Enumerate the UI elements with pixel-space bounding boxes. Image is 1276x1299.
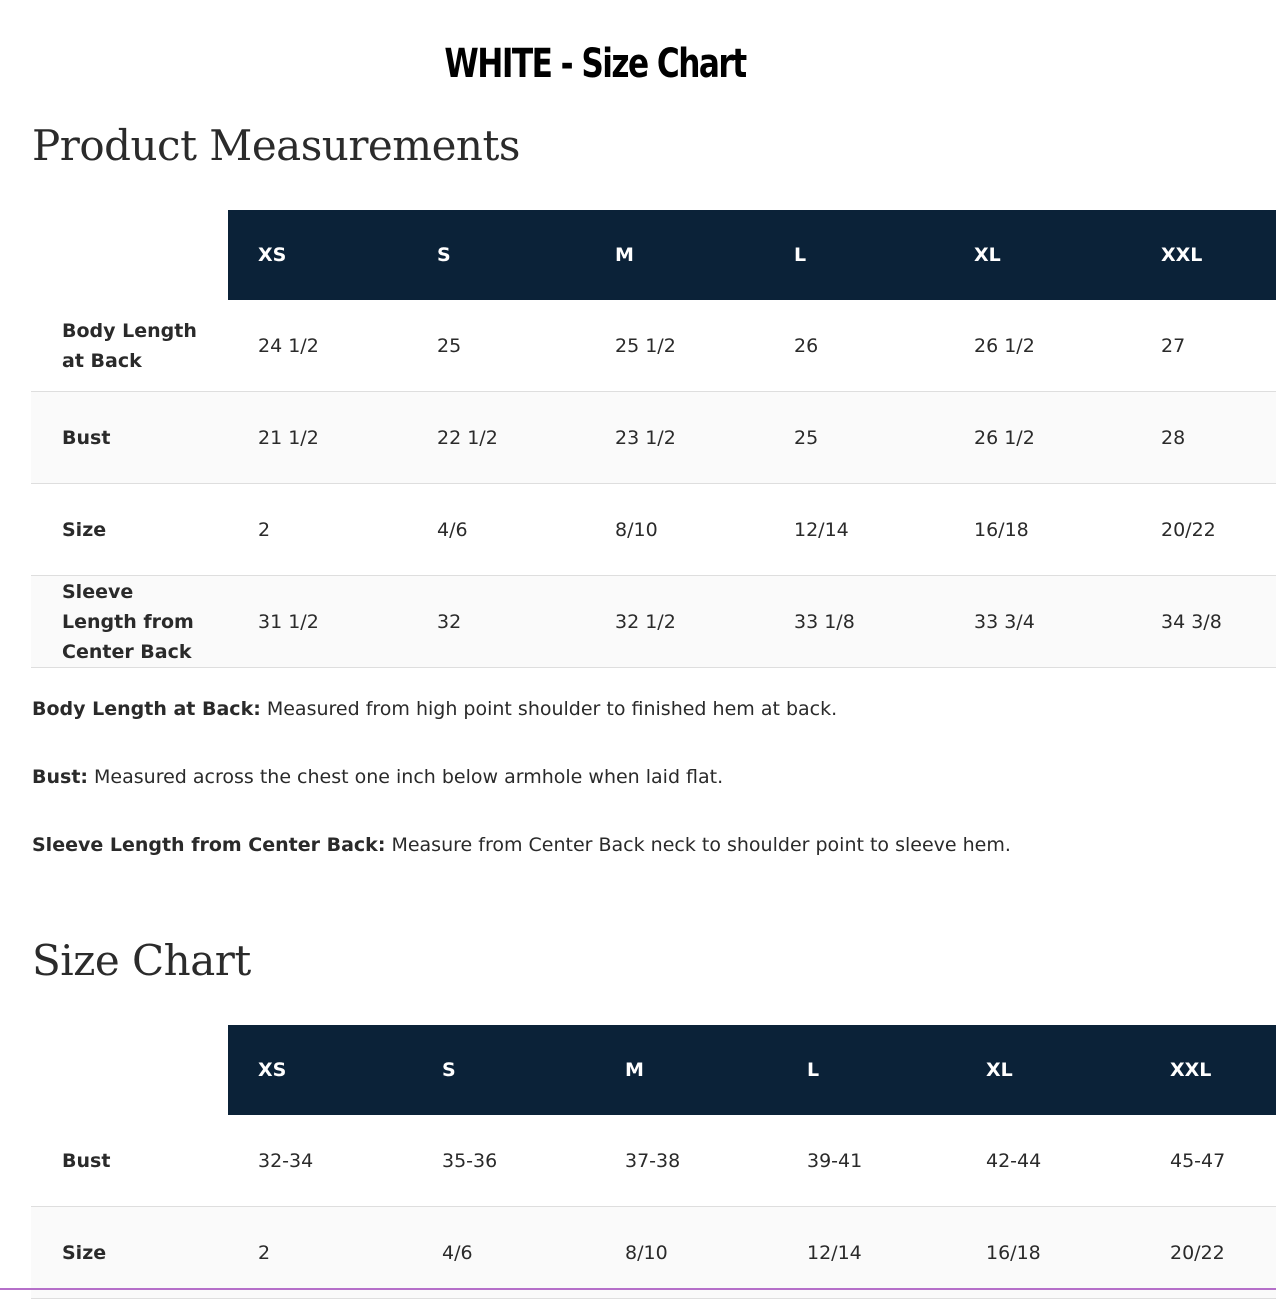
table-cell: 45-47 <box>1170 1149 1226 1172</box>
table-row <box>31 392 1276 484</box>
table-row <box>31 1115 1276 1207</box>
table-cell: 16/18 <box>986 1241 1041 1264</box>
table-cell: 31 1/2 <box>258 610 319 633</box>
table-cell: 4/6 <box>442 1241 473 1264</box>
table-row <box>31 484 1276 576</box>
column-header: XL <box>974 244 1001 266</box>
table-cell: 26 1/2 <box>974 426 1035 449</box>
table-header-row <box>31 210 1276 300</box>
table-row <box>31 1207 1276 1299</box>
table-cell: 20/22 <box>1170 1241 1225 1264</box>
table-cell: 35-36 <box>442 1149 498 1172</box>
column-header: L <box>807 1059 820 1081</box>
table-cell: 32 <box>437 610 462 633</box>
table-header-row <box>31 1025 1276 1115</box>
row-label: Bust <box>62 1149 111 1172</box>
column-header: XS <box>258 1059 287 1081</box>
table-cell: 34 3/8 <box>1161 610 1222 633</box>
table-cell: 25 1/2 <box>615 334 676 357</box>
table-cell: 27 <box>1161 334 1186 357</box>
table-cell: 2 <box>258 518 271 541</box>
column-header: M <box>625 1059 644 1081</box>
column-header: XXL <box>1161 244 1203 266</box>
table-cell: 32-34 <box>258 1149 314 1172</box>
table-cell: 33 3/4 <box>974 610 1035 633</box>
note-sleeve-length: Sleeve Length from Center Back: Measure from Center Back neck to shoulder point to sleeve hem. <box>32 834 1011 856</box>
column-header: L <box>794 244 807 266</box>
table-cell: 24 1/2 <box>258 334 319 357</box>
table-cell: 12/14 <box>794 518 849 541</box>
product-measurements-table <box>31 210 1276 668</box>
column-header: XS <box>258 244 287 266</box>
table-cell: 26 1/2 <box>974 334 1035 357</box>
table-cell: 42-44 <box>986 1149 1042 1172</box>
note-body-length: Body Length at Back: Measured from high point shoulder to finished hem at back. <box>32 698 838 720</box>
product-measurements-heading: Product Measurements <box>32 121 520 170</box>
size-chart-table <box>31 1025 1276 1299</box>
table-cell: 25 <box>437 334 462 357</box>
note-bust: Bust: Measured across the chest one inch below armhole when laid flat. <box>32 766 724 788</box>
table-cell: 8/10 <box>625 1241 668 1264</box>
table-cell: 12/14 <box>807 1241 862 1264</box>
column-header: XL <box>986 1059 1013 1081</box>
table-cell: 8/10 <box>615 518 658 541</box>
table-row <box>31 576 1276 668</box>
table-cell: 26 <box>794 334 819 357</box>
row-label: Size <box>62 518 107 541</box>
page-title: WHITE - Size Chart <box>444 41 746 87</box>
column-header: S <box>437 244 451 266</box>
table-cell: 33 1/8 <box>794 610 855 633</box>
table-cell: 23 1/2 <box>615 426 676 449</box>
row-label: Bust <box>62 426 111 449</box>
table-cell: 21 1/2 <box>258 426 319 449</box>
size-chart-heading: Size Chart <box>32 936 251 985</box>
table-row <box>31 300 1276 392</box>
column-header: S <box>442 1059 456 1081</box>
table-cell: 4/6 <box>437 518 468 541</box>
column-header: M <box>615 244 634 266</box>
row-label: Sleeve Length from Center Back <box>62 580 194 663</box>
table-cell: 20/22 <box>1161 518 1216 541</box>
row-label: Size <box>62 1241 107 1264</box>
table-cell: 22 1/2 <box>437 426 498 449</box>
table-cell: 16/18 <box>974 518 1029 541</box>
column-header: XXL <box>1170 1059 1212 1081</box>
table-header-background <box>228 1025 1276 1115</box>
table-header-background <box>228 210 1276 300</box>
measurement-notes <box>32 696 1232 900</box>
table-cell: 39-41 <box>807 1149 863 1172</box>
table-cell: 28 <box>1161 426 1186 449</box>
table-cell: 32 1/2 <box>615 610 676 633</box>
table-cell: 2 <box>258 1241 271 1264</box>
table-cell: 25 <box>794 426 819 449</box>
table-cell: 37-38 <box>625 1149 681 1172</box>
row-label: Body Length at Back <box>62 319 197 372</box>
